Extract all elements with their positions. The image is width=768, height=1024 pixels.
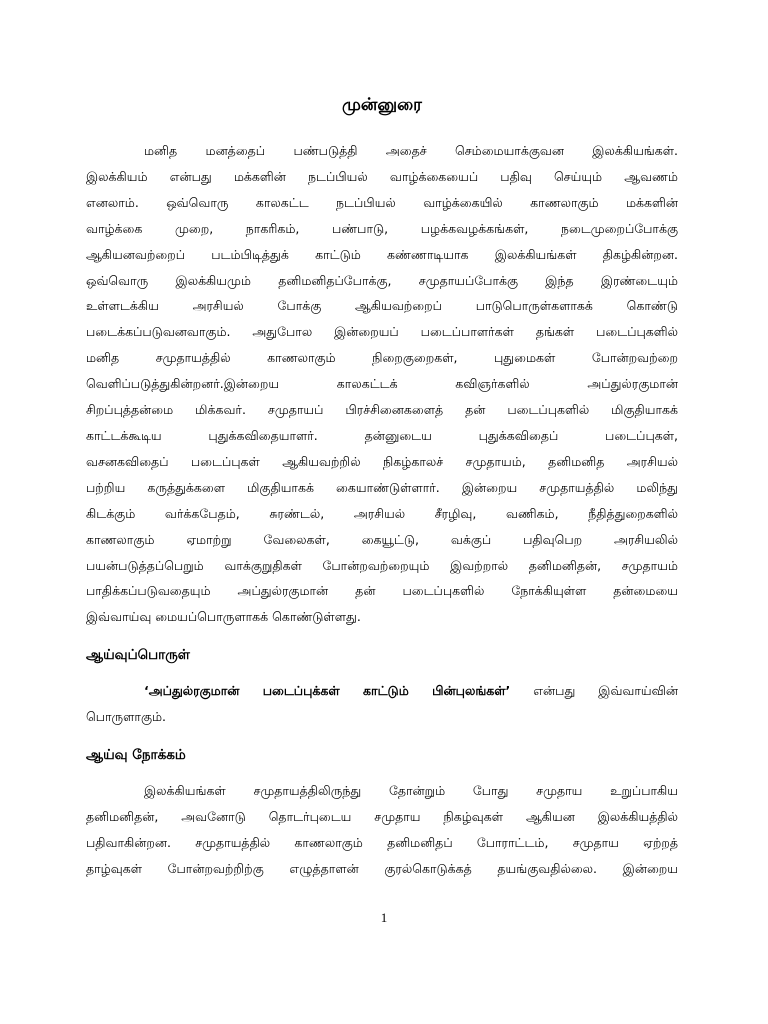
intro-line: இவ்வாய்வு மையப்பொருளாகக் கொண்டுள்ளது. <box>86 609 361 625</box>
objective-line: இலக்கியங்கள் சமுதாயத்திலிருந்து தோன்றும் போது சமுதாய உறுப்பாகிய <box>144 783 678 799</box>
intro-line: கிடக்கும் வர்க்கபேதம், சுரண்டல், அரசியல் சீரழிவு, வணிகம், நீதித்துறைகளில் <box>86 505 678 521</box>
intro-line: படைக்கப்படுவனவாகும். அதுபோல இன்றையப் படைப்பாளர்கள் தங்கள் படைப்புகளில் <box>86 324 678 340</box>
intro-line: எனலாம். ஒவ்வொரு காலகட்ட நடப்பியல் வாழ்க்கையில் காணலாகும் மக்களின் <box>86 194 678 210</box>
objective-line: தனிமனிதன், அவனோடு தொடர்புடைய சமுதாய நிகழ்வுகள் ஆகியன இலக்கியத்தில் <box>86 808 678 824</box>
intro-line: மனித மனத்தைப் பண்படுத்தி அதைச் செம்மையாக்குவன இலக்கியங்கள். <box>144 143 678 158</box>
intro-line: வசனகவிதைப் படைப்புகள் ஆகியவற்றில் நிகழ்காலச் சமுதாயம், தனிமனித அரசியல் <box>86 453 678 469</box>
objective-paragraph <box>86 778 678 882</box>
objective-heading: ஆய்வு நோக்கம் <box>86 747 186 764</box>
intro-line: ஆகியனவற்றைப் படம்பிடித்துக் காட்டும் கண்ணாடியாக இலக்கியங்கள் திகழ்கின்றன. <box>86 246 678 262</box>
intro-line: பயன்படுத்தப்பெறும் வாக்குறுதிகள் போன்றவற்றையும் இவற்றால் தனிமனிதன், சமுதாயம் <box>86 557 678 573</box>
subject-paragraph <box>86 678 678 730</box>
intro-line: சிறப்புத்தன்மை மிக்கவர். சமுதாயப் பிரச்சினைகளைத் தன் படைப்புகளில் மிகுதியாகக் <box>86 402 678 418</box>
objective-line: பதிவாகின்றன. சமுதாயத்தில் காணலாகும் தனிமனிதப் போராட்டம், சமுதாய ஏற்றத் <box>86 834 678 850</box>
intro-line: வாழ்க்கை முறை, நாகரிகம், பண்பாடு, பழக்கவழக்கங்கள், நடைமுறைப்போக்கு <box>86 220 678 236</box>
document-page <box>86 92 678 882</box>
intro-line: மனித சமுதாயத்தில் காணலாகும் நிறைகுறைகள், புதுமைகள் போன்றவற்றை <box>86 350 678 366</box>
subject-title-quote: ‘அப்துல்ரகுமான் படைப்புக்கள் காட்டும் பின்புலங்கள்’ <box>144 683 511 699</box>
intro-line: காணலாகும் ஏமாற்று வேலைகள், கையூட்டு, வக்குப் பதிவுபெற அரசியலில் <box>86 531 678 547</box>
intro-line: உள்ளடக்கிய அரசியல் போக்கு ஆகியவற்றைப் பாடுபொருள்களாகக் கொண்டு <box>86 298 678 314</box>
subject-line <box>86 678 678 704</box>
page-number: 1 <box>380 910 388 925</box>
intro-line: வெளிப்படுத்துகின்றனர்.இன்றைய காலகட்டக் கவிஞர்களில் அப்துல்ரகுமான் <box>86 376 678 392</box>
subject-heading: ஆய்வுப்பொருள் <box>86 647 190 664</box>
intro-paragraph <box>86 138 678 630</box>
subject-line-rest: என்பது இவ்வாய்வின் <box>533 683 678 699</box>
intro-line: பாதிக்கப்படுவதையும் அப்துல்ரகுமான் தன் படைப்புகளில் நோக்கியுள்ள தன்மையை <box>86 583 678 599</box>
intro-line: இலக்கியம் என்பது மக்களின் நடப்பியல் வாழ்க்கையைப் பதிவு செய்யும் ஆவணம் <box>86 168 678 184</box>
subject-line: பொருளாகும். <box>86 709 167 725</box>
objective-line: தாழ்வுகள் போன்றவற்றிற்கு எழுத்தாளன் குரல்கொடுக்கத் தயங்குவதில்லை. இன்றைய <box>86 860 678 876</box>
page-title: முன்னுரை <box>342 95 422 115</box>
intro-line: பற்றிய கருத்துக்களை மிகுதியாகக் கையாண்டுள்ளார். இன்றைய சமுதாயத்தில் மலிந்து <box>86 479 678 495</box>
intro-line: காட்டக்கூடிய புதுக்கவிதையாளர். தன்னுடைய புதுக்கவிதைப் படைப்புகள், <box>86 427 678 443</box>
intro-line: ஒவ்வொரு இலக்கியமும் தனிமனிதப்போக்கு, சமுதாயப்போக்கு இந்த இரண்டையும் <box>86 272 678 288</box>
